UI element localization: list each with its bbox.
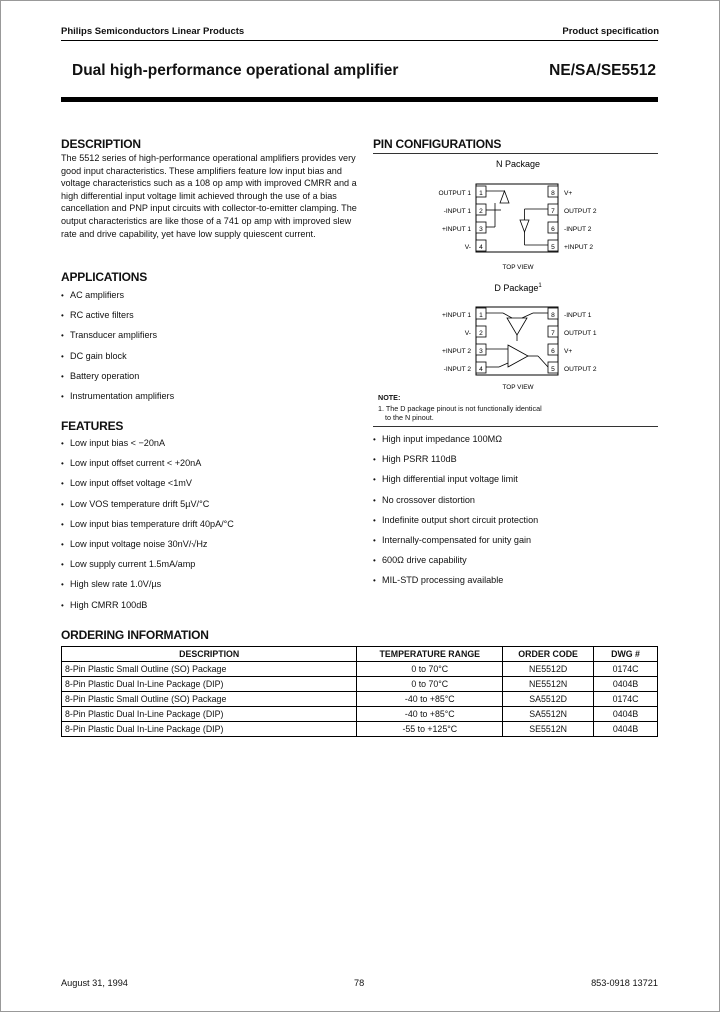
features-heading: FEATURES [61,419,124,433]
description-text: The 5512 series of high-performance operational amplifiers provides very good input characteristics. These amplifiers feature low input bias and voltage characteristics such as a 108 op amp with improved CMRR and a high differential input voltage limit achieved through the use of a bias cancellation and PNP input circuits with collector-to-emitter clamping. The output characteristics are like those of a 741 op amp with improved slew rate and drive capability, yet have low supply quiescent current. [61,153,357,239]
pin-label: V+ [564,348,573,355]
pin-label: OUTPUT 2 [564,208,597,215]
pin-number: 2 [479,330,483,337]
table-cell: 0 to 70°C [357,677,503,692]
page-title: Dual high-performance operational amplifier [72,62,399,79]
table-cell: -55 to +125°C [357,722,503,737]
pin-label: OUTPUT 1 [564,330,597,337]
n-package-body [476,184,558,252]
pin-config-heading: PIN CONFIGURATIONS [373,137,502,151]
pin-label: V- [464,244,471,251]
pin-label: +INPUT 2 [564,244,594,251]
pin-number: 7 [551,330,555,337]
table-cell: 8-Pin Plastic Dual In-Line Package (DIP) [62,707,357,722]
list-item: • High CMRR 100dB [61,600,234,620]
pin-number: 1 [479,312,483,319]
table-cell: SA5512N [503,707,594,722]
list-item: • High input impedance 100MΩ [373,434,538,454]
part-number: NE/SA/SE5512 [549,62,656,79]
n-package-title: N Package [495,159,541,169]
list-item: • No crossover distortion [373,495,538,515]
list-item: • RC active filters [61,310,174,330]
d-package-title [494,283,542,293]
features-list-left [61,438,234,620]
table-row [62,662,658,677]
pin-number: 3 [479,348,483,355]
pin-label: V+ [564,190,573,197]
table-cell: 0404B [594,707,658,722]
column-header: DWG # [594,647,658,662]
pin-label: OUTPUT 1 [438,190,471,197]
table-cell: 8-Pin Plastic Small Outline (SO) Package [62,692,357,707]
ordering-table [61,646,658,737]
list-item: • Low input voltage noise 30nV/√Hz [61,539,234,559]
table-row [62,692,658,707]
table-cell: 0 to 70°C [357,662,503,677]
footer-page-number: 78 [354,978,365,988]
table-cell: 0404B [594,677,658,692]
pin-number: 5 [551,366,555,373]
table-cell: NE5512D [503,662,594,677]
d-package-top-view: TOP VIEW [502,384,534,391]
ordering-heading: ORDERING INFORMATION [61,628,209,642]
pin-number: 4 [479,366,483,373]
note-line-1: 1. The D package pinout is not functionally identical [378,404,542,413]
table-cell: 8-Pin Plastic Dual In-Line Package (DIP) [62,722,357,737]
list-item: • Low VOS temperature drift 5µV/°C [61,499,234,519]
d-package-title-text: D Package [494,283,539,293]
pin-number: 4 [479,244,483,251]
pin-config-rule [373,153,658,154]
pin-number: 6 [551,348,555,355]
column-header: DESCRIPTION [62,647,357,662]
table-row [62,707,658,722]
pin-number: 7 [551,208,555,215]
pin-number: 3 [479,226,483,233]
list-item: • Low input offset current < +20nA [61,458,234,478]
list-item: • Battery operation [61,371,174,391]
footer-doc-code: 853-0918 13721 [591,978,658,988]
list-item: • MIL-STD processing available [373,575,538,595]
pin-number: 8 [551,190,555,197]
list-item: • High differential input voltage limit [373,474,538,494]
d-package-title-sup: 1 [538,283,542,289]
column-header: TEMPERATURE RANGE [357,647,503,662]
table-cell: 0404B [594,722,658,737]
table-cell: SE5512N [503,722,594,737]
column-header: ORDER CODE [503,647,594,662]
note-title: NOTE: [378,393,401,402]
table-cell: 0174C [594,662,658,677]
pin-label: -INPUT 1 [443,208,471,215]
pin-label: +INPUT 2 [441,348,471,355]
n-package-top-view: TOP VIEW [502,264,534,271]
list-item: • High slew rate 1.0V/µs [61,579,234,599]
list-item: • DC gain block [61,351,174,371]
table-cell: -40 to +85°C [357,692,503,707]
pin-label: OUTPUT 2 [564,366,597,373]
table-row [62,722,658,737]
table-header-row [62,647,658,662]
table-cell: 0174C [594,692,658,707]
table-cell: NE5512N [503,677,594,692]
description-heading: DESCRIPTION [61,137,141,151]
pin-number: 5 [551,244,555,251]
list-item: • High PSRR 110dB [373,454,538,474]
list-item: • Internally-compensated for unity gain [373,535,538,555]
list-item: • 600Ω drive capability [373,555,538,575]
pin-label: +INPUT 1 [441,226,471,233]
pin-number: 6 [551,226,555,233]
table-cell: 8-Pin Plastic Small Outline (SO) Package [62,662,357,677]
list-item: • Indefinite output short circuit protection [373,515,538,535]
table-cell: -40 to +85°C [357,707,503,722]
list-item: • AC amplifiers [61,290,174,310]
pin-label: V- [464,330,471,337]
applications-list [61,290,174,411]
document-type: Product specification [562,26,659,37]
table-cell: SA5512D [503,692,594,707]
table-row [62,677,658,692]
list-item: • Low input bias temperature drift 40pA/°C [61,519,234,539]
pin-number: 8 [551,312,555,319]
header-rule [61,40,658,41]
list-item: • Low input offset voltage <1mV [61,478,234,498]
pin-label: -INPUT 2 [443,366,471,373]
table-cell: 8-Pin Plastic Dual In-Line Package (DIP) [62,677,357,692]
pin-config-bottom-rule [373,426,658,427]
pin-label: -INPUT 1 [564,312,592,319]
list-item: • Instrumentation amplifiers [61,391,174,411]
company-name: Philips Semiconductors Linear Products [61,26,245,37]
pin-config-diagram [373,155,658,425]
note-line-2: to the N pinout. [385,413,434,422]
list-item: • Low supply current 1.5mA/amp [61,559,234,579]
pin-number: 1 [479,190,483,197]
pin-label: +INPUT 1 [441,312,471,319]
title-rule [61,97,658,102]
pin-label: -INPUT 2 [564,226,592,233]
pin-number: 2 [479,208,483,215]
footer-date: August 31, 1994 [61,978,128,988]
list-item: • Transducer amplifiers [61,330,174,350]
features-list-right [373,434,538,596]
list-item: • Low input bias < −20nA [61,438,234,458]
applications-heading: APPLICATIONS [61,270,148,284]
